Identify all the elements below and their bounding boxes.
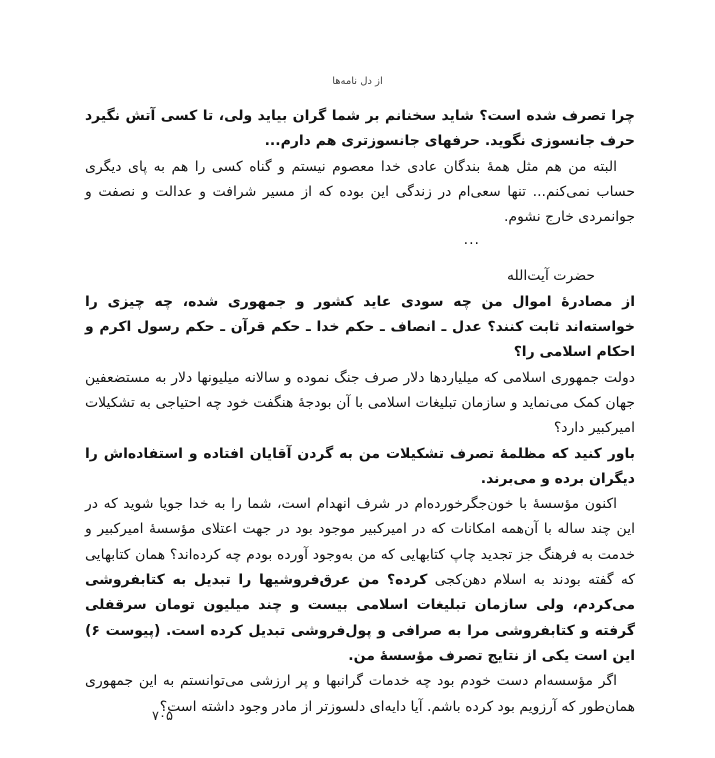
paragraph-opening-bold xyxy=(85,104,635,155)
paragraph-apology xyxy=(85,155,635,231)
page-number: ۷۰۵ xyxy=(152,709,173,724)
text-run-regular: اکنون مؤسسهٔ با خون‌جگرخورده‌ام در شرف انهدام است، شما را به خدا جویا شوید که در این چند ساله با آن‌همه امکانات که در امیرکبیر موجود بود در جهت اعتلای مؤسسهٔ امیرکبیر و خدمت به فرهنگ جز تجدید چاپ کتابهایی که من به‌وجود آورده بودم چه کرده‌اند؟ همان کتابهایی که گفته بودند به اسلام دهن‌کجی xyxy=(85,496,635,589)
running-header: از دل نامه‌ها xyxy=(332,76,383,87)
text-run-bold: چرا تصرف شده است؟ شاید سخنانم بر شما گران بیاید ولی، تا کسی آتش نگیرد حرف جانسوزی نگوید. حرفهای جانسوزتری هم دارم... xyxy=(85,108,635,150)
body-text xyxy=(85,104,635,720)
letter-salutation: حضرت آیت‌الله xyxy=(507,268,595,285)
paragraph-institute-destruction xyxy=(85,492,635,669)
text-run-bold: از مصادرهٔ اموال من چه سودی عاید کشور و جمهوری شده، چه چیزی را خواسته‌اند ثابت کنند؟ عدل ـ انصاف ـ حکم خدا ـ حکم قرآن ـ حکم رسول اکرم و احکام اسلامی را؟ xyxy=(85,293,635,361)
paragraph-government-budget xyxy=(85,366,635,442)
text-run-regular: البته من هم مثل همهٔ بندگان عادی خدا معصوم نیستم و گناه کسی را هم به پای دیگری حساب نمی‌کنم... تنها سعی‌ام در زندگی این بوده که از مسیر شرافت و عدالت و نصفت و جوانمردی خارج نشوم. xyxy=(85,158,635,226)
paragraph-believe-me-bold xyxy=(85,442,635,493)
text-run-bold: باور کنید که مظلمهٔ تصرف تشکیلات من به گردن آقایان افتاده و استفاده‌اش را دیگران برده و می‌برند. xyxy=(85,445,635,487)
paragraph-confiscation-question xyxy=(85,290,635,366)
text-run-bold: کرده؟ من عرق‌فروشیها را تبدیل به کتابفروشی می‌کردم، ولی سازمان تبلیغات اسلامی بیست و چند میلیون تومان سرقفلی گرفته و کتابفروشی مرا به صرافی و پول‌فروشی تبدیل کرده است. (پیوست ۶) این است یکی از نتایج تصرف مؤسسهٔ من. xyxy=(85,572,635,664)
ellipsis-separator: ... xyxy=(463,232,480,249)
text-run-regular: اگر مؤسسه‌ام دست خودم بود چه خدمات گرانبها و پر ارزشی می‌توانستم به این جمهوری همان‌طور که آرزویم بود کرده باشم. آیا دایه‌ای دلسوزتر از مادر وجود داشته است؟ xyxy=(85,673,635,715)
text-run-regular: دولت جمهوری اسلامی که میلیاردها دلار صرف جنگ نموده و سالانه میلیونها دلار به مستضعفین جهان کمک می‌نماید و سازمان تبلیغات اسلامی با آن بودجهٔ هنگفت خود چه احتیاجی به تشکیلات امیرکبیر دارد؟ xyxy=(85,369,635,437)
